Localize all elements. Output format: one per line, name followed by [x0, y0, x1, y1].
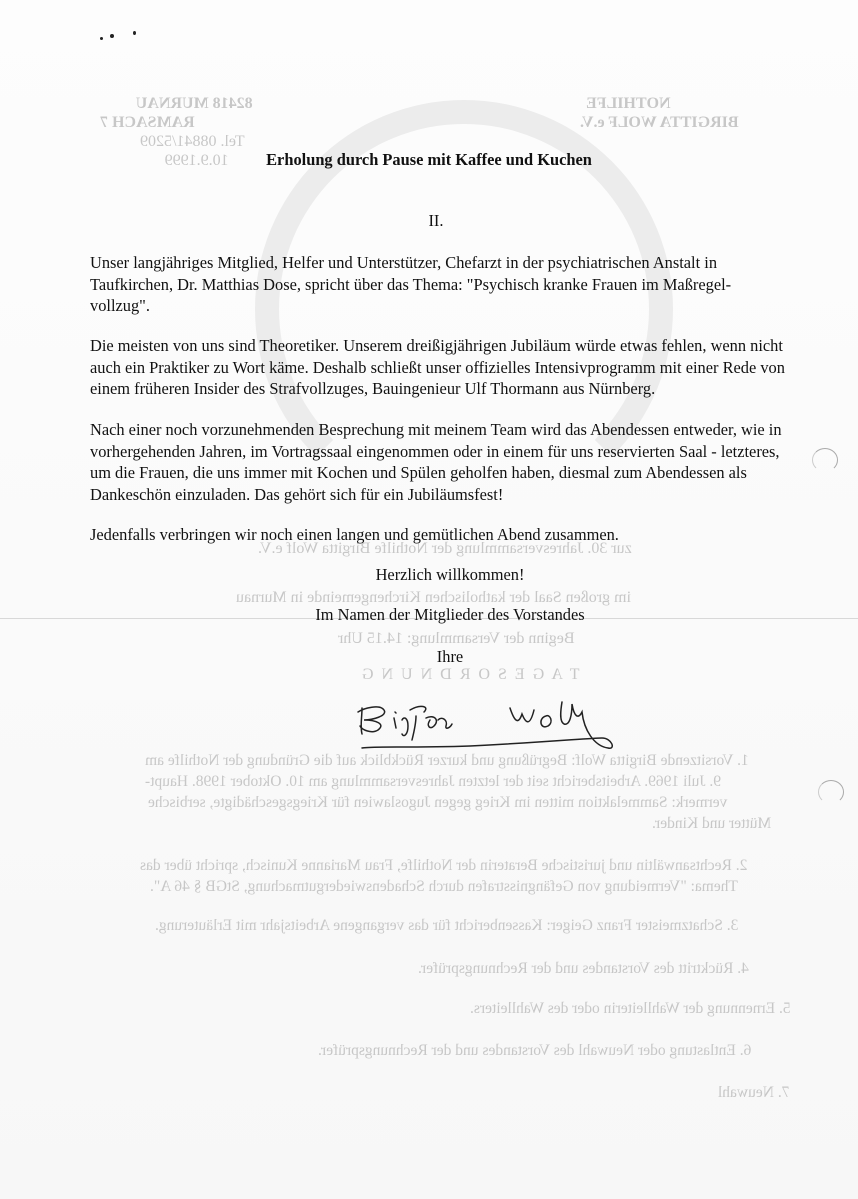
- bleed-line: 4. Rücktritt des Vorstandes und der Rechnungsprüfer.: [418, 960, 749, 977]
- bleed-line: 9. Juli 1969. Arbeitsbericht seit der letzten Jahresversammlung am 10. Oktober 1998. Haupt-: [145, 773, 721, 790]
- closing-line: Ihre: [436, 647, 464, 666]
- bleed-line: im großen Saal der katholischen Kirchengemeinde in Murnau: [236, 589, 631, 606]
- bleed-line: 3. Schatzmeister Franz Geiger: Kassenbericht für das vergangene Arbeitsjahr mit Erläuterung.: [155, 917, 739, 934]
- bleed-line: vermerk: Sammelaktion mitten im Krieg gegen Jugoslawien für Kriegsgeschädigte, serbische: [148, 794, 728, 811]
- bleed-line: 10.9.1999: [164, 152, 229, 169]
- bleed-line: 6. Entlastung oder Neuwahl des Vorstandes und der Rechnungsprüfer.: [318, 1042, 752, 1059]
- bleed-line: Thema: "Vermeidung von Gefängnisstrafen durch Schadenswiedergutmachung, StGB § 46 A".: [150, 878, 738, 895]
- handwritten-signature: [350, 690, 620, 760]
- punch-hole-mark: [812, 448, 838, 472]
- on-behalf-line: Im Namen der Mitglieder des Vorstandes: [315, 605, 585, 624]
- bleed-line: T A G E S O R D N U N G: [360, 666, 580, 683]
- bleed-line: zur 30. Jahresversammlung der Nothilfe Birgitta Wolf e.V.: [258, 540, 632, 557]
- bleed-line: Beginn der Versammlung: 14.15 Uhr: [338, 630, 575, 647]
- bleed-line: NOTHILFE: [586, 95, 671, 112]
- paragraph-speaker: Unser langjähriges Mitglied, Helfer und Unterstützer, Chefarzt in der psychiatrischen Anstalt in Taufkirchen, Dr. Matthias Dose, spricht über das Thema: "Psychisch kranke Frauen im Maßregel-vollzug".: [90, 253, 732, 315]
- bleed-line: 2. Rechtsanwältin und juristische Beraterin der Nothilfe, Frau Marianne Kunisch, spricht über das: [140, 857, 748, 874]
- bleed-line: RAMSACH 7: [100, 114, 195, 131]
- welcome-line: Herzlich willkommen!: [375, 565, 525, 584]
- bleed-line: 7. Neuwahl: [718, 1084, 790, 1101]
- document-title: Erholung durch Pause mit Kaffee und Kuchen: [266, 150, 592, 169]
- bleed-line: BIRGITTA WOLF e.V.: [580, 114, 739, 131]
- bleed-line: 82418 MURNAU: [135, 95, 253, 112]
- bleed-line: 5. Ernennung der Wahlleiterin oder des Wahlleiters.: [470, 1000, 791, 1017]
- bleed-line: 1. Vorsitzende Birgitta Wolf: Begrüßung und kurzer Rückblick auf die Gründung der Nothilfe am: [145, 752, 749, 769]
- bleed-line: Mütter und Kinder.: [652, 815, 772, 832]
- paragraph-evening: Jedenfalls verbringen wir noch einen langen und gemütlichen Abend zusammen.: [90, 525, 619, 544]
- paragraph-practitioner: Die meisten von uns sind Theoretiker. Unserem dreißigjährigen Jubiläum würde etwas fehlen, wenn nicht auch ein Praktiker zu Wort käme. Deshalb schließt unser offizielles Intensivprogramm mit einer Rede von einem früheren Insider des Strafvollzuges, Bauingenieur Ulf Thormann aus Nürnberg.: [90, 336, 785, 398]
- bleed-line: Tel. 08841/5209: [140, 133, 245, 150]
- punch-hole-mark: [818, 780, 844, 804]
- paragraph-dinner: Nach einer noch vorzunehmenden Besprechung mit meinem Team wird das Abendessen entweder, wie in vorhergehenden Jahren, im Vortragssaal eingenommen oder in einem für uns reservierten Saal - letzteres, um die Frauen, die uns immer mit Kochen und Spülen geholfen haben, diesmal zum Abendessen als Dankeschön einzuladen. Das gehört sich für ein Jubiläumsfest!: [90, 420, 782, 504]
- section-number: II.: [428, 211, 444, 230]
- bleed-letterhead-right: [580, 94, 739, 132]
